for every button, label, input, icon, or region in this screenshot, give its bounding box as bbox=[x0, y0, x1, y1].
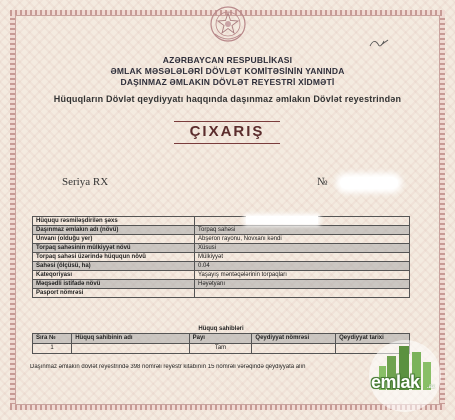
info-row bbox=[33, 217, 410, 226]
redacted-number bbox=[340, 177, 398, 189]
owners-header-cell: Qeydiyyat tarixi bbox=[336, 334, 410, 344]
owners-header-row bbox=[33, 334, 410, 344]
info-label: Daşınmaz əmlakın adı (növü) bbox=[33, 226, 195, 235]
state-emblem-icon bbox=[209, 4, 247, 44]
info-row bbox=[33, 280, 410, 289]
owners-header-cell: Hüquq sahibinin adı bbox=[72, 334, 189, 344]
owners-cell: Tam bbox=[189, 344, 252, 354]
header-subtitle: Hüquqların Dövlət qeydiyyatı haqqında daşınmaz əmlakın Dövlət reyestrindən bbox=[53, 94, 402, 104]
info-label: Ünvanı (olduğu yer) bbox=[33, 235, 195, 244]
property-info-table bbox=[32, 216, 410, 298]
info-value: Həyətyanı bbox=[195, 280, 410, 289]
owners-cell bbox=[72, 344, 189, 354]
info-row bbox=[33, 289, 410, 298]
title-rule-bottom bbox=[174, 143, 280, 144]
header-republic: AZƏRBAYCAN RESPUBLİKASI bbox=[162, 55, 293, 65]
info-value: Yaşayış məntəqələrinin torpaqları bbox=[195, 271, 410, 280]
info-row bbox=[33, 235, 410, 244]
owners-row bbox=[33, 344, 410, 354]
info-value: Xüsusi bbox=[195, 244, 410, 253]
registry-footer-text: Daşınmaz əmlakın dövlət reyestrində 398 nömrəli reyestr kitabının 15 nömrəli vərəqində qeydiyyata alın bbox=[30, 364, 306, 370]
number-label: № bbox=[317, 176, 328, 188]
owners-header-cell: Payı bbox=[189, 334, 252, 344]
watermark-brand: emlak bbox=[371, 372, 420, 392]
owners-table bbox=[32, 333, 410, 354]
info-label: Torpaq sahəsinin mülkiyyət növü bbox=[33, 244, 195, 253]
info-label: Sahəsi (ölçüsü, ha) bbox=[33, 262, 195, 271]
info-label: Məqsədli istifadə növü bbox=[33, 280, 195, 289]
serial-label: Seriya RX bbox=[62, 176, 109, 188]
header-committee: ƏMLAK MƏSƏLƏLƏRİ DÖVLƏT KOMİTƏSİNİN YANINDA bbox=[110, 66, 345, 76]
info-label: Kateqoriyası bbox=[33, 271, 195, 280]
info-value: Torpaq sahəsi bbox=[195, 226, 410, 235]
info-row bbox=[33, 226, 410, 235]
info-label: Torpaq sahəsi üzərində hüququn növü bbox=[33, 253, 195, 262]
info-value: Mülkiyyət bbox=[195, 253, 410, 262]
info-row bbox=[33, 253, 410, 262]
redacted-owner-name bbox=[246, 216, 318, 224]
handwritten-mark bbox=[368, 36, 390, 52]
owners-cell bbox=[252, 344, 336, 354]
owners-header-cell: Sıra № bbox=[33, 334, 72, 344]
owners-section-title: Hüquq sahibləri bbox=[198, 326, 244, 332]
info-value bbox=[195, 289, 410, 298]
info-row bbox=[33, 262, 410, 271]
info-row bbox=[33, 244, 410, 253]
document-title: ÇIXARIŞ bbox=[189, 123, 265, 140]
owners-cell: 1 bbox=[33, 344, 72, 354]
info-label: Hüququ rəsmiləşdirilən şəxs bbox=[33, 217, 195, 226]
watermark-tld: .az bbox=[427, 384, 436, 390]
info-value: 0.04 bbox=[195, 262, 410, 271]
owners-header-cell: Qeydiyyat nömrəsi bbox=[252, 334, 336, 344]
info-label: Pasport nömrəsi bbox=[33, 289, 195, 298]
info-value: Abşeron rayonu, Novxanı kəndi bbox=[195, 235, 410, 244]
header-service: DAŞINMAZ ƏMLAKIN DÖVLƏT REYESTRİ XİDMƏTİ bbox=[120, 77, 335, 87]
info-row bbox=[33, 271, 410, 280]
